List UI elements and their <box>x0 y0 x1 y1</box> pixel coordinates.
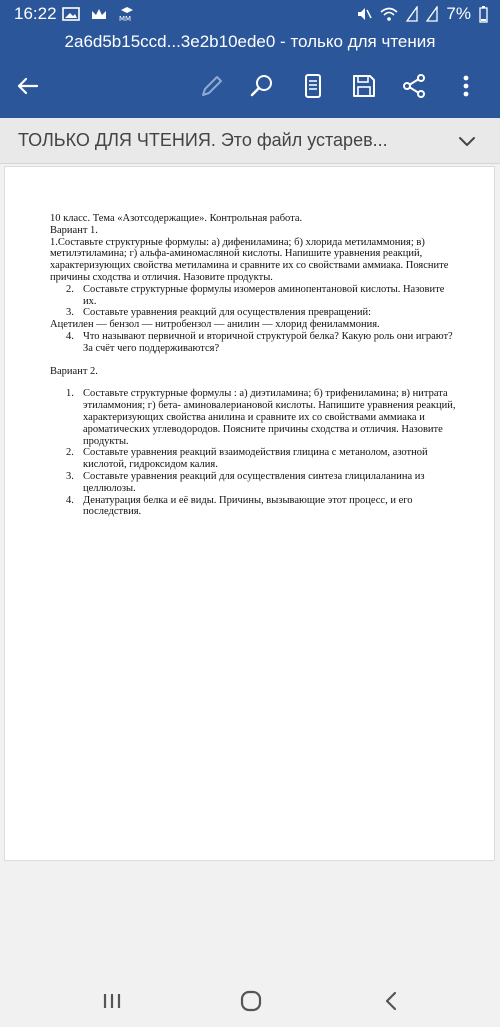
wifi-icon <box>380 6 398 22</box>
save-icon[interactable] <box>344 66 384 106</box>
variant1-chain: Ацетилен — бензол — нитробензол — анилин — хлорид фениламмония. <box>50 319 380 331</box>
list-item: 1. Составьте структурные формулы : а) диэтиламина; б) трифениламина; в) нитрата этиламмония; г) бета- аминовалериановой кислоты. Напишите уравнения реакций, характеризующих свойства анилина и сравните их со свойствами аммиака и ароматических углеводородов. Поясните причины сходства и отличия. Назовите продукты. <box>66 388 456 447</box>
home-icon[interactable] <box>231 985 271 1017</box>
mute-icon <box>356 6 372 22</box>
variant1-task1: 1.Составьте структурные формулы: а) дифениламина; б) хлорида метиламмония; в) метилэтиламина; г) альфа-аминомасляной кислоты. Напишите уравнения реакций, характеризующих свойства метиламина и сравните их со свойствами аммиака. Поясните причины сходства и отличия. Назовите продукты. <box>50 236 449 283</box>
battery-icon <box>479 6 488 23</box>
crown-icon <box>90 6 108 22</box>
list-item: 3. Составьте уравнения реакций для осуществления синтеза глицилаланина из целлюлозы. <box>66 470 425 494</box>
document-heading: 10 класс. Тема «Азотсодержащие». Контрольная работа. <box>50 213 303 224</box>
status-bar <box>0 0 500 30</box>
variant1-list <box>50 284 458 319</box>
list-item: 2. Составьте уравнения реакций взаимодействия глицина с метанолом, азотной кислотой, гидроксидом калия. <box>66 447 428 471</box>
list-item: 4. Что называют первичной и вторичной структурой белка? Какую роль они играют? За счёт чего поддерживаются? <box>66 330 453 354</box>
toolbar <box>0 62 500 112</box>
status-time: 16:22 <box>14 4 57 23</box>
read-only-banner[interactable] <box>0 118 500 164</box>
list-item: 2. Составьте структурные формулы изомеров аминопентановой кислоты. Назовите их. <box>66 283 445 307</box>
chevron-down-icon[interactable] <box>456 130 478 152</box>
variant1-title: Вариант 1. <box>50 224 98 236</box>
document-title: 2a6d5b15ccd...3e2b10ede0 - только для чтения <box>64 32 436 51</box>
mm-icon <box>118 6 136 22</box>
back-arrow-icon[interactable] <box>8 66 48 106</box>
mobile-view-icon[interactable] <box>293 66 333 106</box>
recent-apps-icon[interactable] <box>92 985 132 1017</box>
list-item: 3. Составьте уравнения реакций для осуществления превращений: <box>66 307 372 319</box>
edit-pencil-icon[interactable] <box>192 66 232 106</box>
image-icon <box>62 6 80 22</box>
share-icon[interactable] <box>394 66 434 106</box>
variant1-list-cont <box>50 331 458 355</box>
app-bar <box>0 0 500 118</box>
signal2-icon <box>426 6 438 22</box>
variant2-title: Вариант 2. <box>50 365 98 377</box>
back-icon[interactable] <box>371 985 411 1017</box>
search-icon[interactable] <box>242 66 282 106</box>
read-only-message: ТОЛЬКО ДЛЯ ЧТЕНИЯ. Это файл устарев... <box>18 130 388 150</box>
list-item: 4. Денатурация белка и её виды. Причины, вызывающие этот процесс, и его последствия. <box>66 494 413 518</box>
document-page[interactable] <box>4 166 495 861</box>
svg-text:MM: MM <box>119 15 132 22</box>
battery-percent: 7% <box>446 4 471 23</box>
more-vertical-icon[interactable] <box>446 66 486 106</box>
signal-icon <box>406 6 418 22</box>
document-content <box>50 213 458 518</box>
navigation-bar <box>0 975 500 1027</box>
variant2-list <box>50 388 458 518</box>
